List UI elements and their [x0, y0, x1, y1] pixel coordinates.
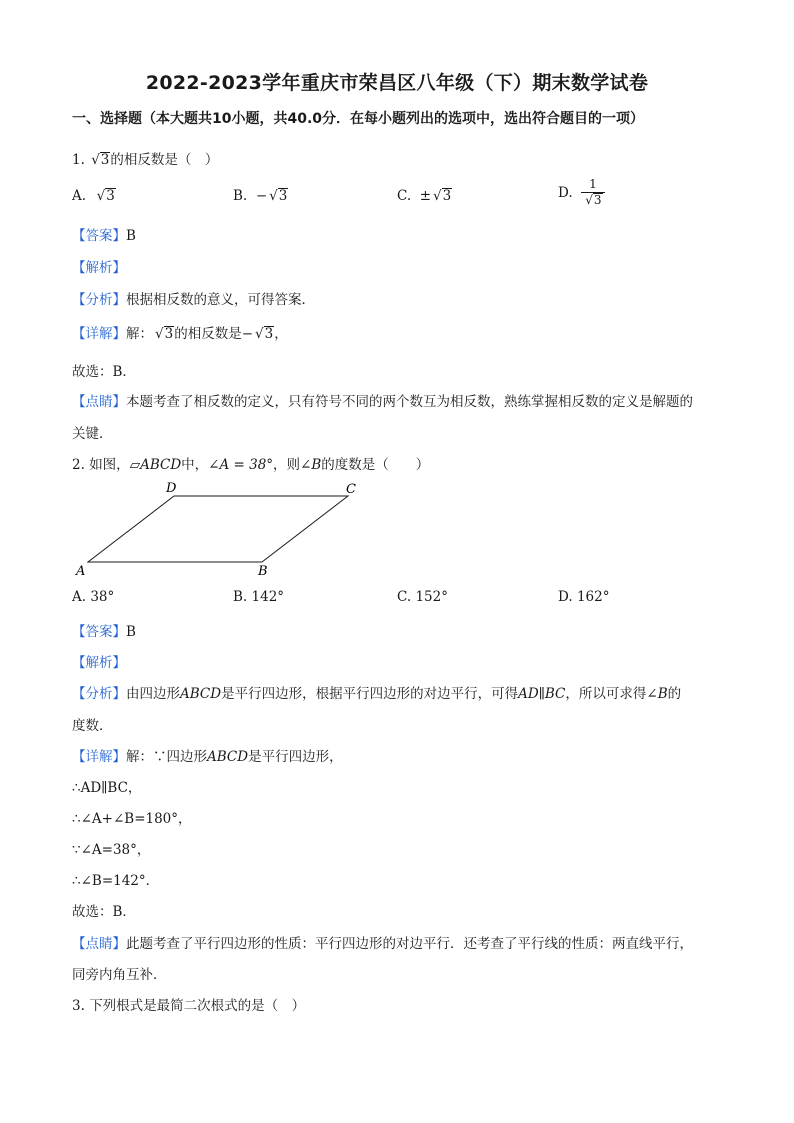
q1-option-d: D. $\frac{1}{√3}$ [558, 178, 605, 208]
sqrt-symbol: √3 [91, 152, 110, 168]
q1-detail: 【详解】解： √3的相反数是− √3， [72, 326, 288, 342]
q2-fenxi-line2: 度数． [72, 718, 113, 734]
q1-analysis: 【解析】 [72, 260, 126, 276]
q2-answer: 【答案】B [72, 624, 136, 640]
q2-comment-line2: 同旁内角互补． [72, 967, 167, 983]
q1-choose: 故选：B． [72, 364, 136, 380]
exam-title: 2022-2023学年重庆市荣昌区八年级（下）期末数学试卷 [145, 72, 649, 94]
q1-option-a: A. √3 [72, 188, 115, 204]
q1-stem [72, 148, 218, 168]
q2-option-b: B. 142° [233, 589, 285, 605]
q1-comment: 【点睛】本题考查了相反数的定义，只有符号不同的两个数互为相反数，熟练掌握相反数的定义是解题的 [72, 394, 693, 410]
q2-step3: ∵∠A=38°， [72, 842, 151, 858]
q2-option-a: A. 38° [72, 589, 115, 605]
parallelogram-abcd [88, 496, 348, 562]
q2-detail: 【详解】解：∵四边形ABCD是平行四边形， [72, 749, 343, 765]
q1-option-c: C. ± √3 [397, 188, 452, 204]
q1-answer: 【答案】B [72, 228, 136, 244]
label-d: D [166, 481, 177, 496]
q2-stem: 2. 如图，▱ABCD中，∠A = 38°，则∠B的度数是（ ） [72, 457, 430, 473]
q1-stem-text: 的相反数是（ ） [110, 152, 219, 168]
q3-stem: 3. 下列根式是最简二次根式的是（ ） [72, 998, 306, 1014]
q2-option-c: C. 152° [397, 589, 448, 605]
q2-option-d: D. 162° [558, 589, 610, 605]
q1-number: 1. [72, 152, 85, 168]
q2-comment: 【点睛】此题考查了平行四边形的性质：平行四边形的对边平行．还考查了平行线的性质：两直线平行， [72, 936, 693, 952]
section-heading: 一、选择题（本大题共10小题，共40.0分．在每小题列出的选项中，选出符合题目的一项） [72, 111, 645, 127]
q2-fenxi: 【分析】由四边形ABCD是平行四边形，根据平行四边形的对边平行，可得AD∥BC，所以可求得∠B的 [72, 686, 682, 702]
label-c: C [346, 482, 356, 497]
q2-step4: ∴∠B=142°． [72, 873, 160, 889]
label-b: B [258, 564, 268, 579]
q2-analysis: 【解析】 [72, 655, 126, 671]
q2-step2: ∴∠A+∠B=180°， [72, 811, 192, 827]
parallelogram-figure [72, 476, 372, 580]
q1-option-b: B. − √3 [233, 188, 288, 204]
q2-step1: ∴AD∥BC， [72, 780, 142, 796]
label-a: A [76, 564, 86, 579]
q1-fenxi: 【分析】根据相反数的意义，可得答案． [72, 292, 315, 308]
q1-comment-line2: 关键． [72, 426, 113, 442]
q2-choose: 故选：B． [72, 904, 136, 920]
